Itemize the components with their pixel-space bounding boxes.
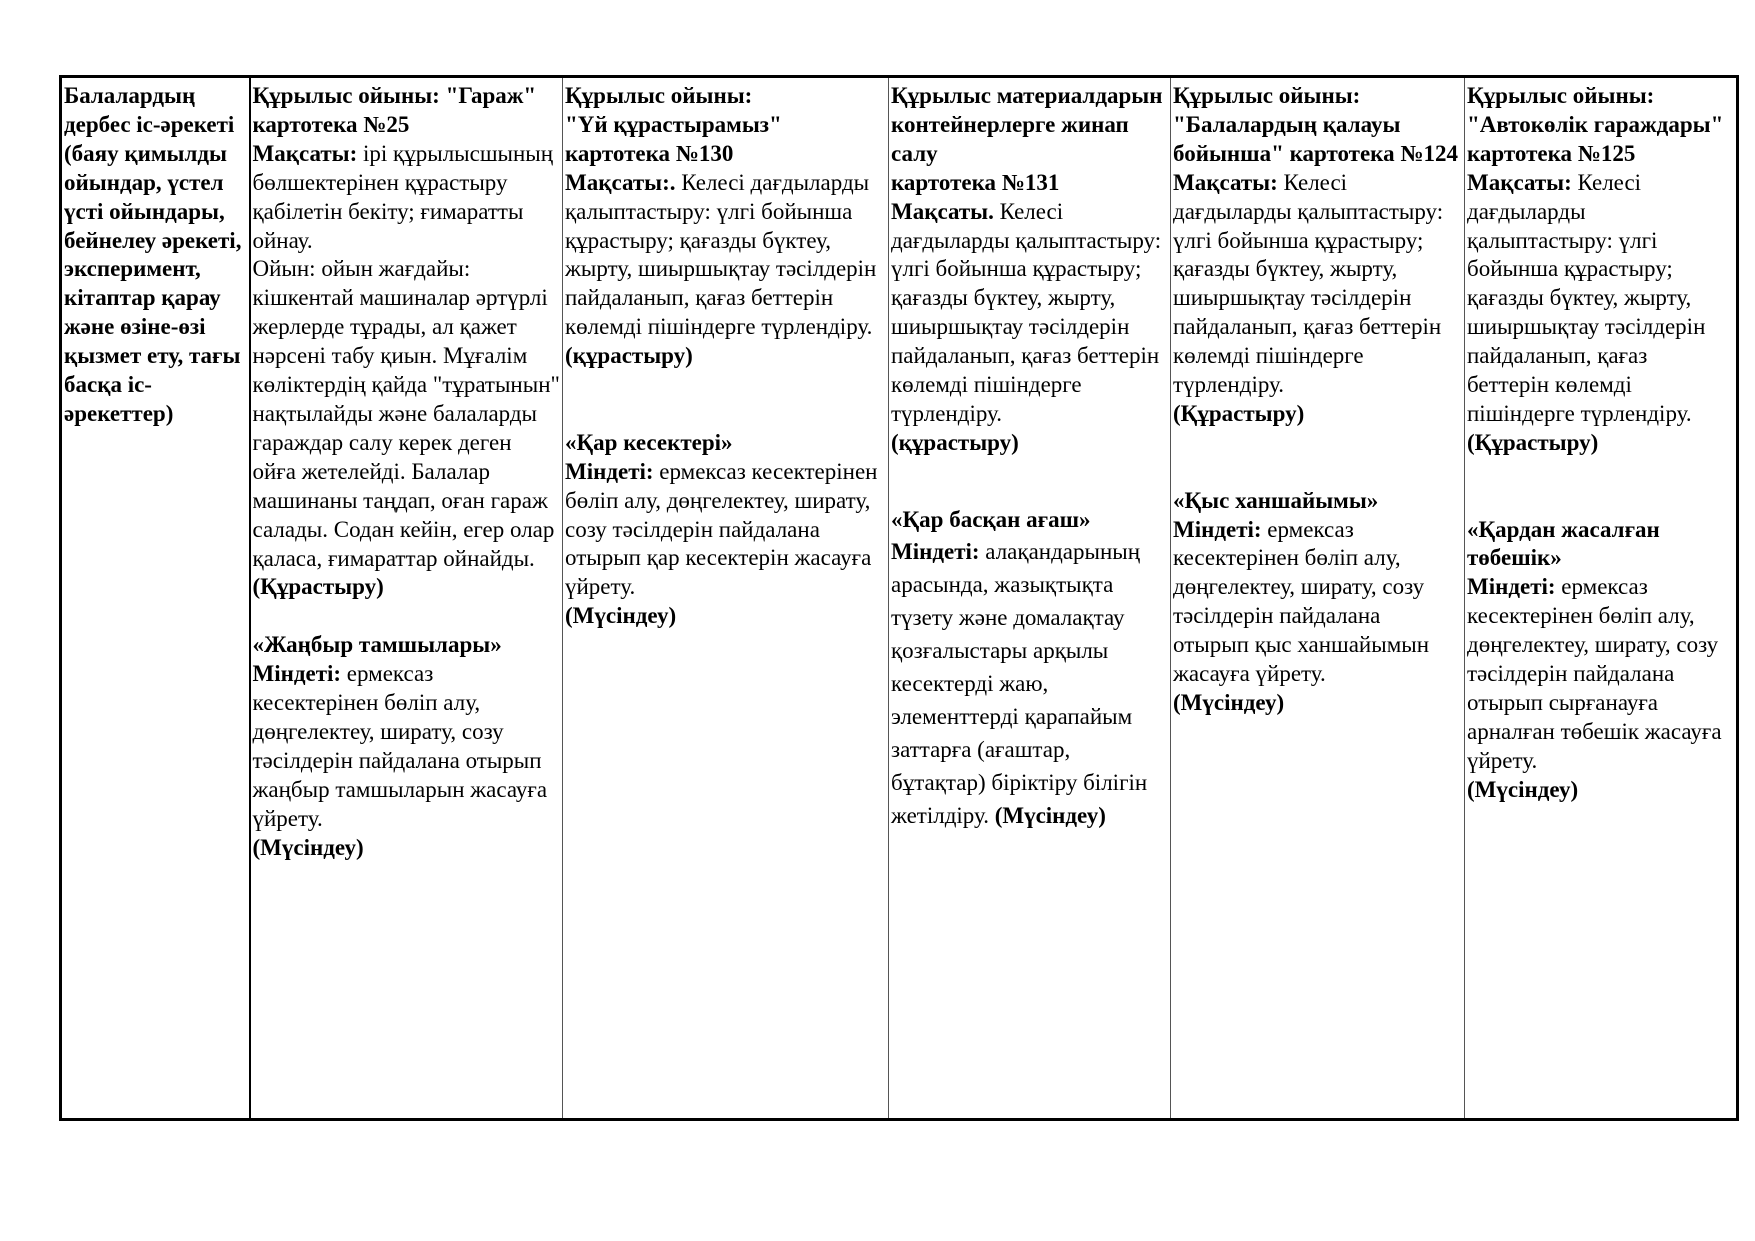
table-cell-col4 [1171,77,1465,1120]
task-text: ермексаз кесектерінен бөліп алу, дөңгелектеу, ширату, созу тәсілдерін пайдалана отырып қар кесектерін жасауға үйрету. [565,458,878,600]
goal-text: Келесі дағдыларды қалыптастыру: үлгі бойынша құрастыру; қағазды бүктеу, жырту, шиыршықтау тәсілдерін пайдаланып, қағаз беттерін көлемді пішіндерге түрлендіру. [565,169,877,340]
task-paragraph [891,535,1168,832]
activity-tag: (құрастыру) [891,429,1019,455]
cell-title: Құрылыс ойыны: "Автокөлік гараждары" [1467,83,1724,137]
task-label: Міндеті: [1467,574,1556,600]
task-text: ермексаз кесектерінен бөліп алу, дөңгелектеу, ширату, созу тәсілдерін пайдалана отырып сырғанауға арналған төбешік жасауға үйрету. [1467,574,1722,773]
task-text: ермексаз кесектерінен бөліп алу, дөңгелектеу, ширату, созу тәсілдерін пайдалана отырып қыс ханшайымын жасауға үйрету. [1173,516,1430,687]
activity-tag: (Мүсіндеу) [252,834,364,860]
cell-title: Құрылыс ойыны: "Гараж" [252,83,537,108]
task-paragraph [1467,574,1722,772]
task-label: Міндеті: [565,458,654,484]
table-row [61,77,1738,1120]
activity-title: «Жаңбыр тамшылары» [252,632,502,658]
goal-paragraph [565,170,876,368]
activity-tag: (Мүсіндеу) [994,802,1106,828]
cell-title: Құрылыс материалдарын контейнерлерге жинап салу [891,83,1163,166]
card-number: картотека №130 [565,140,734,166]
activity-tag: (Мүсіндеу) [1467,776,1579,802]
task-paragraph [1173,517,1429,687]
task-label: Міндеті: [1173,516,1262,542]
game-description: Ойын: ойын жағдайы: кішкентай машиналар әртүрлі жерлерде тұрады, ал қажет нәрсені табу қиын. Мұғалім көліктердің қайда "тұратынын" нақтылайды және балаларды гараждар салу керек деген ойға жетелейді. Балалар машинаны таңдап, оған гараж салады. Содан кейін, егер олар қаласа, ғимараттар ойнайды. [252,256,560,571]
row-header-cell [61,77,250,1120]
table-cell-col1 [250,77,563,1120]
goal-text: Келесі дағдыларды қалыптастыру: үлгі бойынша құрастыру; қағазды бүктеу, жырту, шиыршықтау тәсілдерін пайдаланып, қағаз беттерін көлемді пішіндерге түрлендіру. [1173,169,1444,398]
goal-label: Мақсаты: [1467,169,1572,195]
task-text: ермексаз кесектерінен бөліп алу, дөңгелектеу, ширату, созу тәсілдерін пайдалана отырып жаңбыр тамшыларын жасауға үйрету. [252,661,548,831]
activity-title: «Қар кесектері» [565,429,733,455]
task-paragraph [253,661,548,831]
cell-title: Құрылыс ойыны: [565,83,753,108]
card-number: картотека №125 [1467,140,1636,166]
goal-label: Мақсаты:. [565,169,676,195]
task-label: Міндеті: [252,661,342,687]
goal-text: ірі құрылысшының бөлшектерінен құрастыру қабілетін бекіту; ғимаратты ойнау. [252,140,554,253]
goal-paragraph [1173,170,1443,397]
cell-subtitle: "Үй құрастырамыз" [565,111,782,137]
goal-text: Келесі дағдыларды қалыптастыру: үлгі бойынша құрастыру; қағазды бүктеу, жырту, шиыршықтау тәсілдерін пайдаланып, қағаз беттерін көлемді пішіндерге түрлендіру. [1467,169,1706,426]
activity-title: «Қар басқан ағаш» [891,506,1091,532]
activity-tag: (Мүсіндеу) [565,603,677,629]
activity-title: «Қыс ханшайымы» [1173,487,1379,513]
cell-title: Құрылыс ойыны: "Балалардың қалауы бойынша" картотека №124 [1173,83,1458,166]
goal-label: Мақсаты. [891,198,994,224]
activity-tag: (Құрастыру) [1173,400,1305,426]
activity-tag: (Құрастыру) [1467,429,1599,455]
card-number: картотека №131 [891,169,1060,195]
card-number: картотека №25 [252,111,410,137]
goal-label: Мақсаты: [252,140,358,166]
activity-plan-table [59,75,1739,1121]
goal-text: Келесі дағдыларды қалыптастыру: үлгі бойынша құрастыру; қағазды бүктеу, жырту, шиыршықтау тәсілдерін пайдаланып, қағаз беттерін көлемді пішіндерге түрлендіру. [891,198,1162,426]
task-label: Міндеті: [891,538,980,564]
table-cell-col3 [889,77,1171,1120]
table-cell-col5 [1465,77,1738,1120]
activity-tag: (құрастыру) [565,343,693,369]
activity-tag: (Құрастыру) [252,574,384,600]
row-header-text: Балалардың дербес іс-әрекеті (баяу қимылды ойындар, үстел үсті ойындары, бейнелеу әрекеті, эксперимент, кітаптар қарау және өзіне-өзі қызмет ету, тағы басқа іс-әрекеттер) [64,83,242,426]
goal-label: Мақсаты: [1173,169,1278,195]
task-text: алақандарының арасында, жазықтықта түзету және домалақтау қозғалыстары арқылы кесектерді жаю, элементтерді қарапайым заттарға (ағаштар, бұтақтар) біріктіру білігін жетілдіру. [891,538,1148,828]
activity-title: «Қардан жасалған төбешік» [1467,516,1660,571]
task-paragraph [565,459,877,600]
table-cell-col2 [563,77,889,1120]
goal-paragraph [253,141,554,253]
activity-tag: (Мүсіндеу) [1173,690,1285,716]
goal-paragraph [891,199,1161,426]
goal-paragraph [1467,170,1705,426]
